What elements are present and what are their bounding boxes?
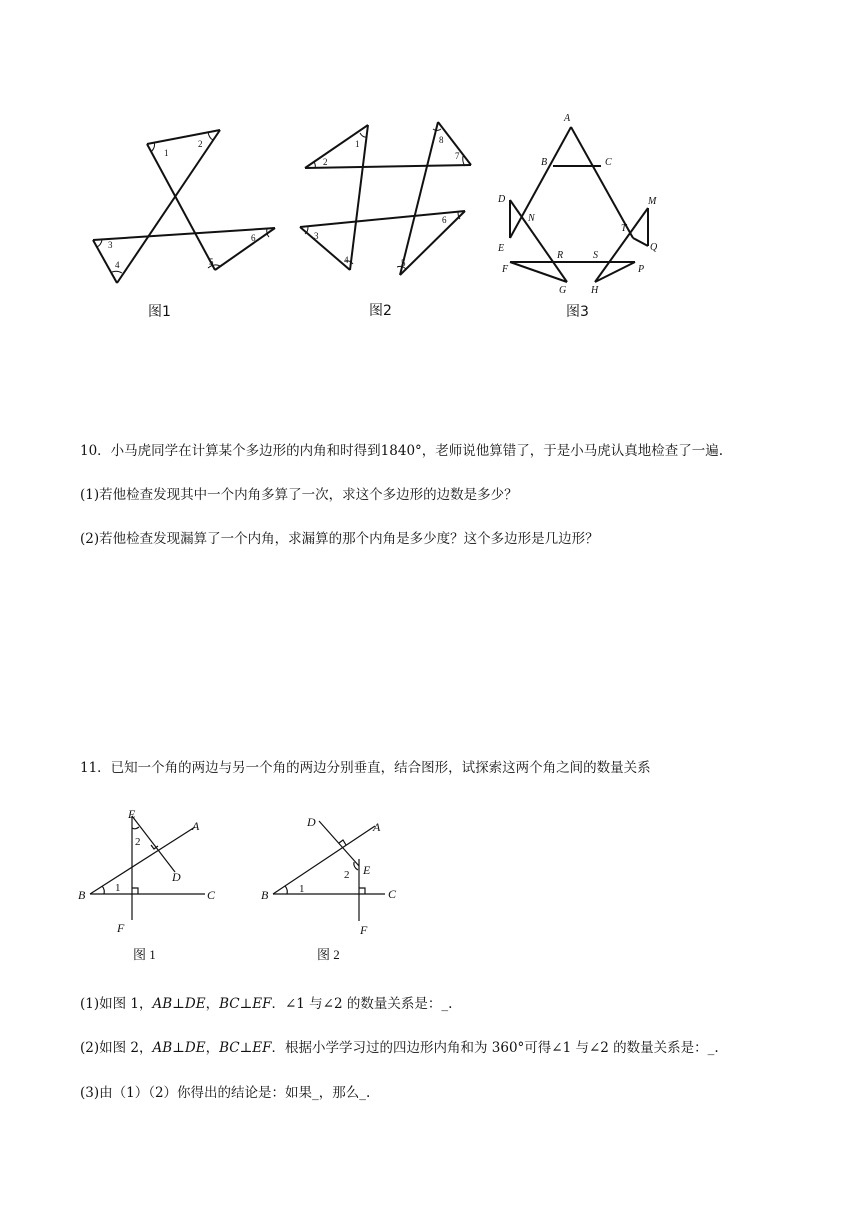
fig1-angle-5: 5 xyxy=(209,257,214,267)
q11-p2-sep: ， xyxy=(205,1040,220,1056)
fig3-point-F: F xyxy=(502,264,509,275)
q11-p2-suffix: ．根据小学学习过的四边形内角和为 360°可得∠1 与∠2 的数量关系是：_. xyxy=(271,1040,719,1056)
fig1-angle-6: 6 xyxy=(251,233,256,243)
q11-fig2-angle-1: 1 xyxy=(299,883,305,895)
top-figure-3 xyxy=(495,110,675,325)
q11-fig1-point-F: F xyxy=(117,921,125,935)
fig2-angle-7: 7 xyxy=(455,151,460,161)
fig3-point-E: E xyxy=(498,243,505,254)
q11-fig2-point-E: E xyxy=(363,863,371,877)
q11-fig1-angle-2: 2 xyxy=(135,836,141,848)
fig1-angle-1: 1 xyxy=(164,148,169,158)
q11-p1-relation-1: AB⊥DE xyxy=(152,996,206,1012)
fig2-angle-3: 3 xyxy=(314,231,319,241)
fig2-angle-5: 5 xyxy=(401,258,406,268)
fig3-point-C: C xyxy=(605,157,612,168)
fig1-angle-3: 3 xyxy=(108,240,113,250)
q11-p1-relation-2: BC⊥EF xyxy=(219,996,272,1012)
q11-fig1-point-D: D xyxy=(172,870,181,884)
q11-part-2 xyxy=(80,1038,719,1058)
q11-part-3: (3)由（1）（2）你得出的结论是：如果_，那么_. xyxy=(80,1085,371,1101)
fig2-caption: 图2 xyxy=(369,303,392,319)
q11-part-1 xyxy=(80,994,452,1014)
q11-fig1-point-A: A xyxy=(192,819,200,833)
q11-figure-1 xyxy=(75,802,225,967)
q11-fig1-point-B: B xyxy=(78,888,86,902)
q11-p1-sep: ， xyxy=(205,996,220,1012)
q10-part-1: (1)若他检查发现其中一个内角多算了一次，求这个多边形的边数是多少？ xyxy=(80,487,518,503)
q11-fig1-angle-1: 1 xyxy=(115,882,121,894)
fig3-point-S: S xyxy=(593,250,598,261)
q11-figure-2 xyxy=(255,806,415,966)
top-figure-1 xyxy=(85,120,285,325)
q11-fig2-point-D: D xyxy=(307,815,316,829)
q11-fig2-angle-2: 2 xyxy=(344,869,350,881)
q11-fig2-point-C: C xyxy=(388,887,397,901)
fig3-point-P: P xyxy=(638,264,645,275)
q11-p1-suffix: ．∠1 与∠2 的数量关系是：_. xyxy=(271,996,453,1012)
q11-p2-relation-2: BC⊥EF xyxy=(219,1040,272,1056)
q11-p1-prefix: (1)如图 1， xyxy=(80,996,153,1012)
fig3-point-B: B xyxy=(541,157,548,168)
fig1-angle-4: 4 xyxy=(115,260,120,270)
q11-stem: 11．已知一个角的两边与另一个角的两边分别垂直，结合图形，试探索这两个角之间的数量关系 xyxy=(80,760,651,776)
top-figure-2 xyxy=(300,115,480,325)
fig2-angle-4: 4 xyxy=(344,255,349,265)
q11-fig2-point-B: B xyxy=(261,888,269,902)
q10-part-2: (2)若他检查发现漏算了一个内角，求漏算的那个内角是多少度？这个多边形是几边形？ xyxy=(80,531,599,547)
fig1-angle-2: 2 xyxy=(198,139,203,149)
fig3-point-Q: Q xyxy=(650,242,658,253)
q11-fig2-point-A: A xyxy=(373,820,381,834)
q11-fig2-caption: 图 2 xyxy=(317,947,340,962)
q11-p2-prefix: (2)如图 2， xyxy=(80,1040,153,1056)
fig2-angle-2: 2 xyxy=(323,157,328,167)
fig3-point-N: N xyxy=(528,213,535,224)
fig3-caption: 图3 xyxy=(566,304,589,320)
fig3-point-M: M xyxy=(648,196,657,207)
q11-fig1-caption: 图 1 xyxy=(133,947,156,962)
fig2-angle-6: 6 xyxy=(442,215,447,225)
fig3-point-H: H xyxy=(591,285,599,296)
fig1-caption: 图1 xyxy=(148,304,171,320)
fig3-point-T: T xyxy=(621,223,627,234)
fig2-angle-8: 8 xyxy=(439,135,444,145)
q11-fig2-point-F: F xyxy=(360,923,368,937)
q11-fig1-point-C: C xyxy=(207,888,216,902)
fig2-angle-1: 1 xyxy=(355,139,360,149)
fig3-point-A: A xyxy=(564,113,571,124)
q11-p2-relation-1: AB⊥DE xyxy=(152,1040,206,1056)
fig3-point-G: G xyxy=(559,285,567,296)
fig3-point-D: D xyxy=(498,194,506,205)
fig3-point-R: R xyxy=(557,250,564,261)
q11-fig1-point-E: E xyxy=(128,807,136,821)
q10-stem: 10．小马虎同学在计算某个多边形的内角和时得到1840°，老师说他算错了，于是小马虎认真地检查了一遍. xyxy=(80,443,724,459)
